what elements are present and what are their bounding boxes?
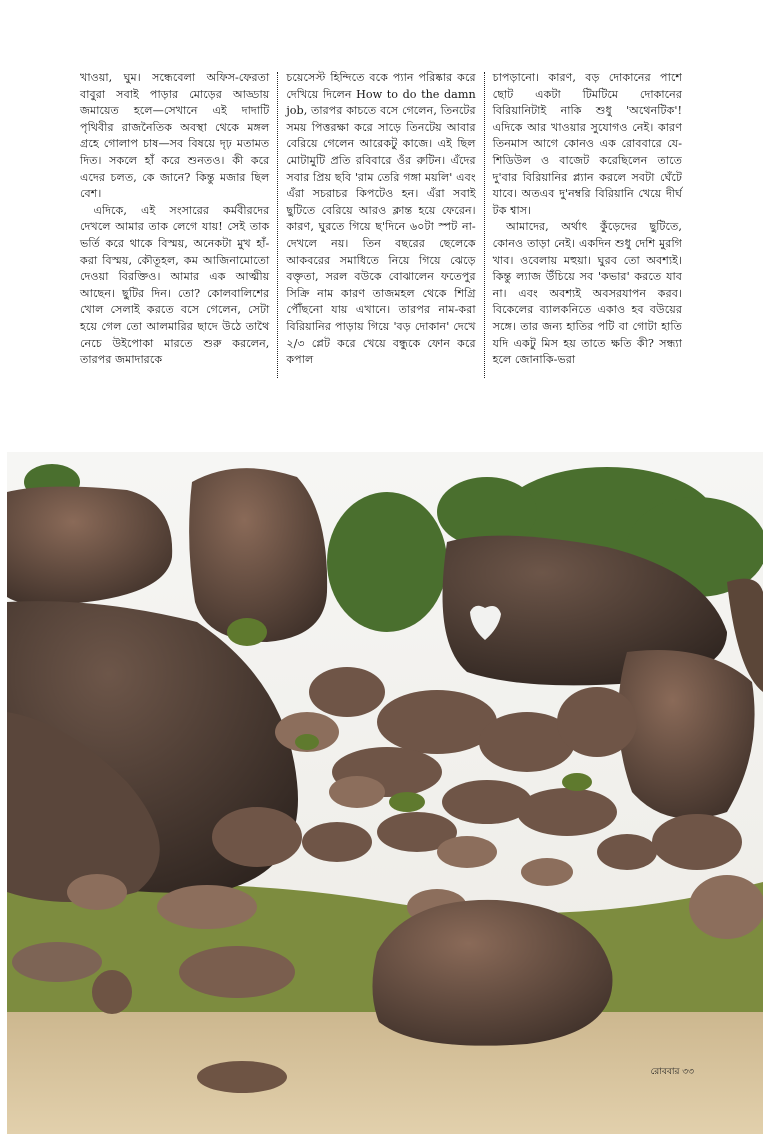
- paragraph: এদিকে, এই সংসারের কর্মবীরদের দেখলে আমার তাক লেগে যায়! সেই তাক ভর্তি করে থাকে বিস্ময়, অনেকটা মুখ হাঁ-করা বিস্ময়, কৌতূহল, কম আজিনামোতো দেওয়া বিরক্তিও। আমার এক আত্মীয় আছেন। ছুটির দিন। তো? কোলবালিশের খোল সেলাই করতে বসে গেলেন, সেটা হয়ে গেল তো আলমারির ছাদে উঠে তাথৈ নেচে উইপোকা মারতে শুরু করলেন, তারপর জমাদারকে: [80, 203, 270, 367]
- paragraph: আমাদের, অর্থাৎ কুঁড়েদের ছুটিতে, কোনও তাড়া নেই। একদিন শুধু দেশি মুরগি খাব। ওবেলায় মহুয়া। ঘুরব তো অবশ্যই। কিন্তু ল্যাজ উঁচিয়ে সব 'কভার' করতে যাব না। এবং অবশ্যই অবসরযাপন করব। বিকেলের ব্যালকনিতে একাও হব বউয়ের সঙ্গে। তার জন্য হাতির পটি বা গোটা হাতি যদি একটু মিস হয় তাতে ক্ষতি কী? সন্ধ্যা হলে জোনাকি-ভরা: [492, 220, 682, 367]
- article-column-2: [278, 70, 483, 380]
- page-number-label: রোববার ৩৩: [650, 1067, 694, 1077]
- paragraph: চাপড়ানো। কারণ, বড় দোকানের পাশে ছোট একটা টিমটিমে দোকানের বিরিয়ানিটাই নাকি শুধু 'অথেনটিক'! এদিকে আর খাওয়ার সুযোগও নেই। কারণ তিনমাস আগে কোনও এক রোববারে যে-শিডিউল ও বাজেট করেছিলেন তাতে দু'বার বিরিয়ানির প্ল্যান করলে সবটা ঘেঁটে যাবে। অতএব দু'নম্বরি বিরিয়ানি খেয়ে দীর্ঘ টক শ্বাস।: [492, 71, 682, 217]
- article-columns: [72, 70, 690, 380]
- article-column-3: [485, 70, 690, 380]
- boulders-photo: [7, 452, 763, 1134]
- paragraph: খাওয়া, ঘুম। সন্ধেবেলা অফিস-ফেরতা বাবুরা সবাই পাড়ার মোড়ের আড্ডায় জমায়েত হলে—সেখানে এই দাদাটি পৃথিবীর রাজনৈতিক অবস্থা থেকে মঙ্গল গ্রহে গোলাপ চাষ—সব বিষয়ে দৃঢ় মতামত দিত। সকলে হাঁ করে শুনতও। কী করে এদের চলত, কে জানে? কিন্তু মজার ছিল বেশ।: [80, 71, 270, 201]
- paragraph: চয়েসেস্ট হিন্দিতে বকে প্যান পরিষ্কার করে দেখিয়ে দিলেন How to do the damn job, তারপর কাচতে বসে গেলেন, তিনটের সময় পিত্তরক্ষা করে সাড়ে তিনটেয় আবার বেরিয়ে গেলেন আরেকটু কাজে। এই ছিল মোটামুটি প্রতি রবিবারে ওঁর রুটিন। এঁদের সবার প্রিয় ছবি 'রাম তেরি গঙ্গা ময়লি' এবং এঁরা সচরাচর কিপটেও হন। এঁরা সবাই ছুটিতে বেরিয়ে আরও ক্লান্ত হয়ে ফেরেন। কারণ, ঘুরতে গিয়ে ছ'দিনে ৬০টা স্পট না-দেখলে নয়। তিন বছরের ছেলেকে আকবরের সমাধিতে নিয়ে গিয়ে ঝেড়ে বক্তৃতা, সরল বউকে বোঝালেন ফতেপুর সিক্রি নাম কারণ তাজমহল থেকে শিগ্রি পৌঁছনো যায় এখানে। তারপর নাম-করা বিরিয়ানির পাড়ায় গিয়ে 'বড় দোকান' দেখে ২/৩ প্লেট করে খেয়ে বন্ধুকে ফোন করে কপাল: [286, 71, 476, 367]
- article-column-1: [72, 70, 277, 380]
